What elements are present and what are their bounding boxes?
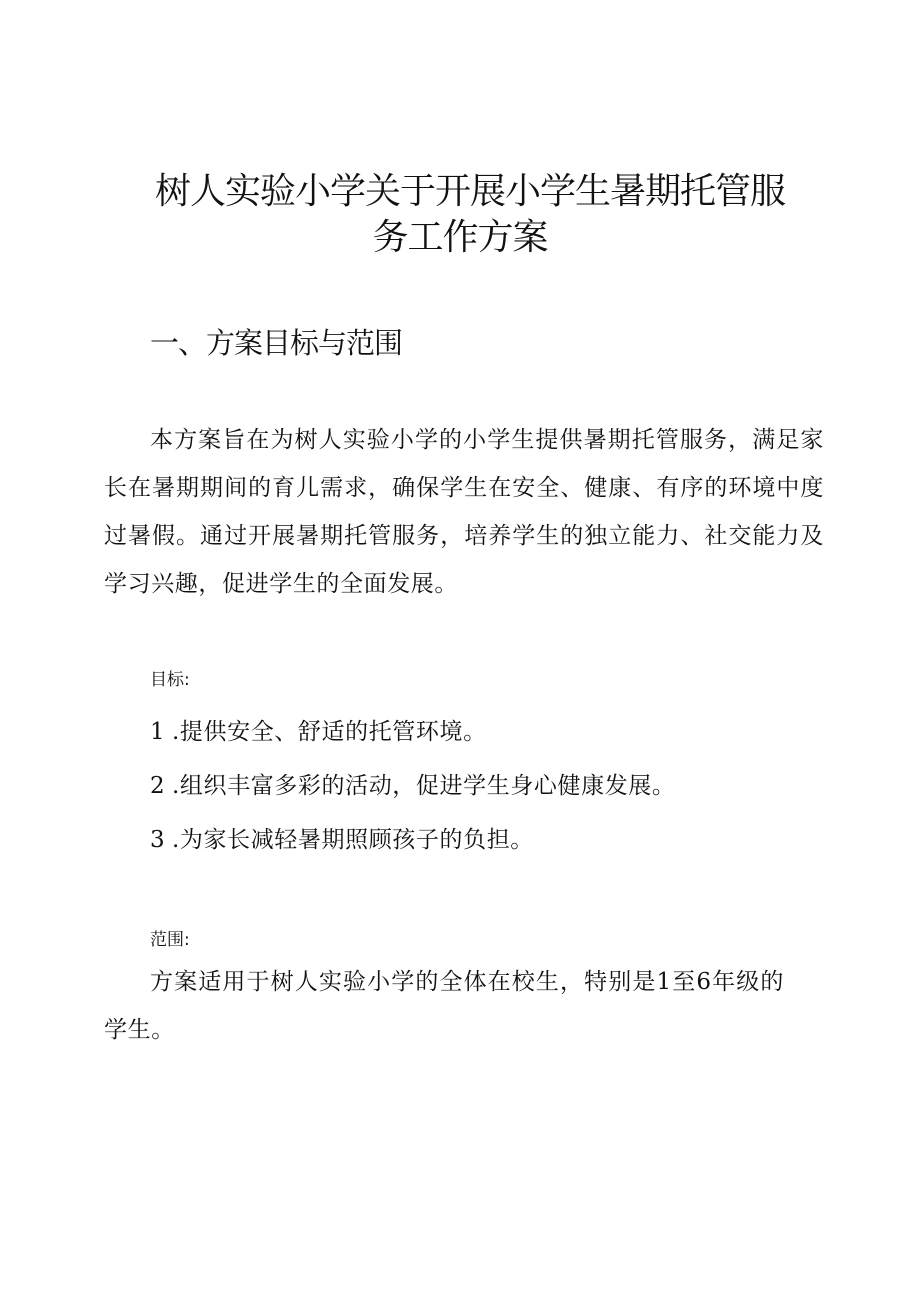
goal-text: .为家长减轻暑期照顾孩子的负担。	[172, 827, 534, 853]
scope-label: 范围:	[150, 930, 190, 950]
section-heading: 一、方案目标与范围	[150, 326, 403, 360]
goal-text: .组织丰富多彩的活动，促进学生身心健康发展。	[172, 773, 676, 799]
goal-item	[150, 824, 534, 856]
document-title-line-2: 务工作方案	[372, 217, 548, 258]
intro-paragraph: 本方案旨在为树人实验小学的小学生提供暑期托管服务，满足家长在暑期期间的育儿需求，确保学生在安全、健康、有序的环境中度过暑假。通过开展暑期托管服务，培养学生的独立能力、社交能力及学习兴趣，促进学生的全面发展。	[104, 427, 824, 597]
goal-text: .提供安全、舒适的托管环境。	[172, 719, 487, 745]
goals-label: 目标:	[150, 670, 190, 690]
goal-number: 3	[150, 827, 166, 853]
goal-number: 2	[150, 773, 166, 799]
scope-paragraph: 方案适用于树人实验小学的全体在校生，特别是1至6年级的学生。	[104, 969, 784, 1043]
goal-number: 1	[150, 719, 166, 745]
goal-item	[150, 716, 487, 748]
document-title-line-1: 树人实验小学关于开展小学生暑期托管服	[154, 171, 785, 212]
goal-item	[150, 770, 676, 802]
